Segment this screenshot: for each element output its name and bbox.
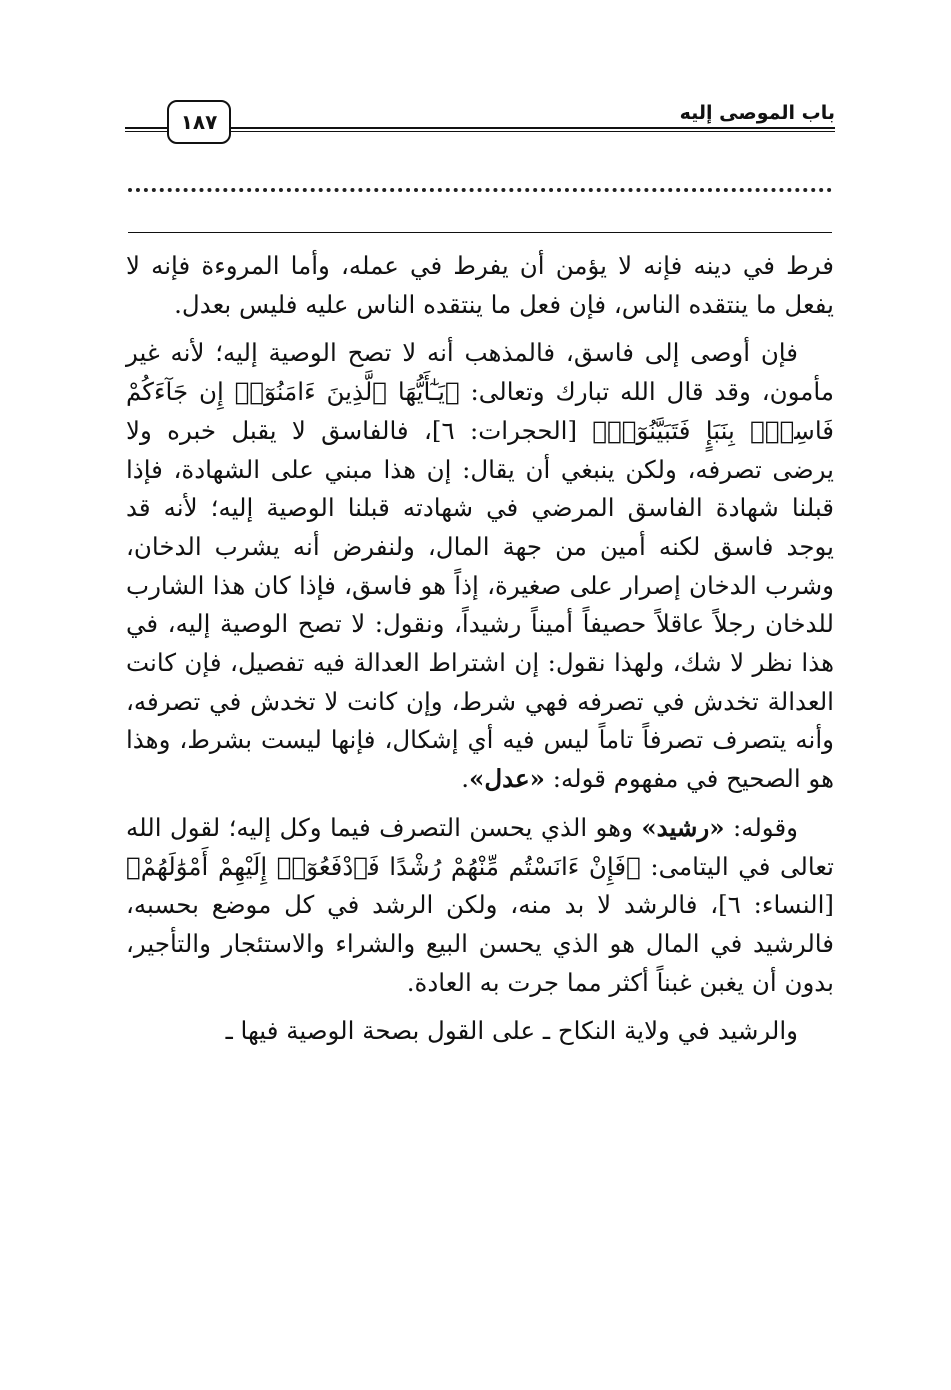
paragraph-3-text-b: وهو الذي يحسن التصرف فيما وكل إليه؛ لقول الله تعالى في اليتامى: (126, 812, 834, 881)
page-number: ١٨٧ (167, 100, 231, 144)
paragraph-2-end: . (461, 764, 470, 794)
term-rashid: «رشيد» (641, 812, 725, 842)
page-header (125, 96, 835, 146)
paragraph-4 (126, 1012, 834, 1051)
quran-verse-hujurat: ﴿يَـٰٓأَيُّهَا ٱلَّذِينَ ءَامَنُوٓا۟ إِن جَآءَكُمْ فَاسِقٌۢ بِنَبَإٍ فَتَبَيَّنُوٓا۟﴾ (126, 377, 834, 445)
paragraph-1 (126, 247, 834, 324)
paragraph-3 (126, 809, 834, 1003)
paragraph-2-text-b: [الحجرات: ٦]، فالفاسق لا يقبل خبره ولا يرضى تصرفه، ولكن ينبغي أن يقال: إن هذا مبني على الشهادة، فإذا قبلنا شهادة الفاسق المرضي في شهادته قبلنا الوصية إليه؛ لأنه قد يوجد فاسق لكنه أمين من جهة المال، ولنفرض أنه يشرب الدخان، وشرب الدخان إصرار على صغيرة، إذاً هو فاسق، فإذا كان هذا الشارب للدخان رجلاً عاقلاً حصيفاً أميناً رشيداً، ونقول: لا تصح الوصية إليه، في هذا نظر لا شك، ولهذا نقول: إن اشتراط العدالة فيه تفصيل، فإن كانت العدالة تخدش في تصرفه فهي شرط، وإن كانت لا تخدش في تصرفه، وأنه يتصرف تصرفاً تاماً ليس فيه أي إشكال، فإنها ليست بشرط، وهذا هو الصحيح في مفهوم قوله: (126, 415, 834, 794)
paragraph-2 (126, 334, 834, 798)
paragraph-3-text-a: وقوله: (724, 812, 798, 842)
header-rule-left (125, 127, 167, 132)
footnote-rule (128, 232, 832, 233)
main-text (126, 247, 834, 1051)
paragraph-1-text: فرط في دينه فإنه لا يؤمن أن يفرط في عمله، وأما المروءة فإنه لا يفعل ما ينتقده الناس، فإن فعل ما ينتقده الناس عليه فليس بعدل. (126, 251, 834, 319)
dotted-divider (128, 188, 832, 192)
quran-verse-nisa: ﴿فَإِنْ ءَانَسْتُم مِّنْهُمْ رُشْدًا فَٱدْفَعُوٓا۟ إِلَيْهِمْ أَمْوَٰلَهُمْ﴾ (126, 851, 641, 881)
paragraph-2-text-a: فإن أوصى إلى فاسق، فالمذهب أنه لا تصح الوصية إليه؛ لأنه غير مأمون، وقد قال الله تبارك وتعالى: (126, 338, 834, 407)
term-adl: «عدل» (469, 764, 545, 794)
header-rule-right (228, 127, 835, 132)
chapter-title: باب الموصى إليه (679, 102, 835, 124)
paragraph-3-text-c: [النساء: ٦]، فالرشد لا بد منه، ولكن الرشد في كل موضع بحسبه، فالرشيد في المال هو الذي يحسن البيع والشراء والاستئجار والتأجير، بدون أن يغبن غبناً أكثر مما جرت به العادة. (126, 890, 834, 997)
paragraph-4-text: والرشيد في ولاية النكاح ـ على القول بصحة الوصية فيها ـ (225, 1016, 798, 1046)
